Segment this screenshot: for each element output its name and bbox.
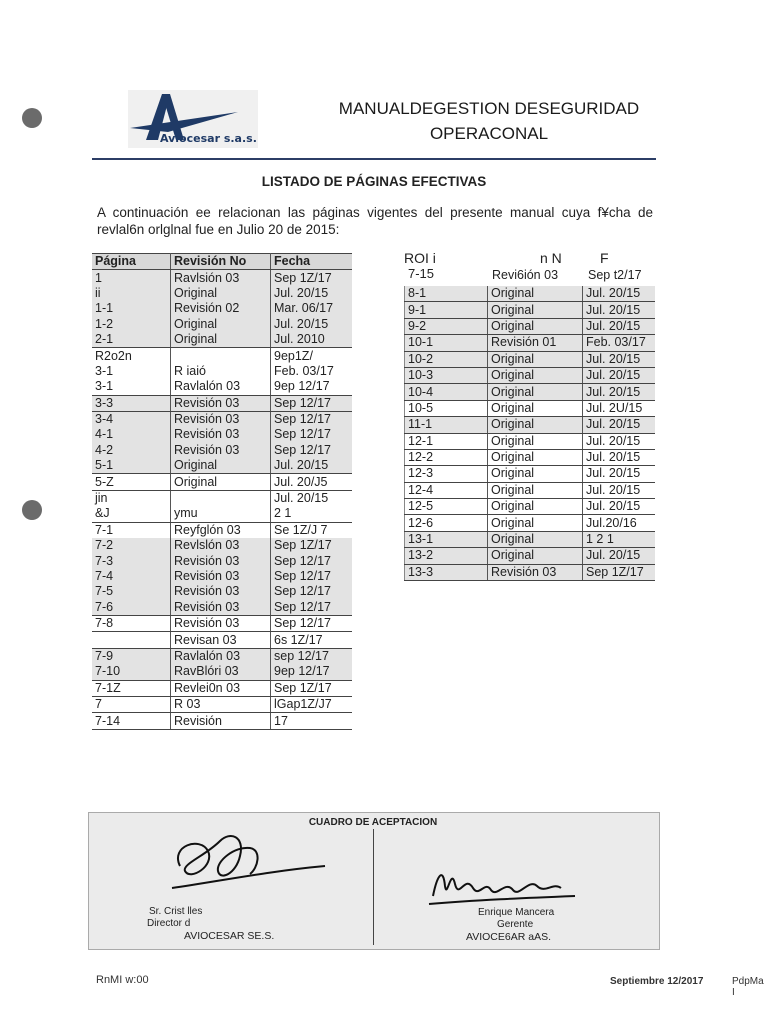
cell-rev: Original [488, 367, 583, 383]
table-row [92, 680, 352, 696]
table-row [92, 301, 352, 316]
cell-date: 2 1 [271, 506, 353, 522]
cell-date: Jul. 20/15 [271, 317, 353, 332]
cell-date: Jul. 20/15 [583, 384, 656, 400]
cell-date: Sep 12/17 [271, 584, 353, 599]
cell-page: 9-2 [405, 318, 488, 334]
table-row [405, 482, 656, 498]
cell-rev: Original [488, 318, 583, 334]
cell-date: Jul. 20/15 [583, 318, 656, 334]
cell-date: Jul. 20/15 [271, 458, 353, 474]
cell-page: 1 [92, 270, 171, 286]
cell-rev: Revisión 03 [171, 584, 271, 599]
table-row [92, 395, 352, 411]
table-row [92, 317, 352, 332]
cell-page: 10-2 [405, 351, 488, 367]
cell-rev [171, 348, 271, 364]
cell-page: 3-3 [92, 395, 171, 411]
table-row [405, 499, 656, 515]
table-row [92, 474, 352, 490]
table-row [92, 490, 352, 506]
cell-rev: Ravlalón 03 [171, 379, 271, 395]
footer-left: RnMI w:00 [96, 974, 149, 986]
cell-date: 9ep 12/17 [271, 379, 353, 395]
cell-page: 7-6 [92, 600, 171, 616]
cell-page: 7-8 [92, 615, 171, 631]
cell-page [92, 632, 171, 648]
right-table-first-date: Sep t2/17 [588, 268, 642, 282]
cell-page: 1-2 [92, 317, 171, 332]
table-row [92, 411, 352, 427]
cell-rev: Original [488, 400, 583, 416]
table-row [405, 433, 656, 449]
cell-date: Sep 12/17 [271, 411, 353, 427]
left-header-cell: Fecha [271, 254, 353, 270]
table-row [92, 569, 352, 584]
cell-date: 6s 1Z/17 [271, 632, 353, 648]
cell-date: Sep 12/17 [271, 600, 353, 616]
cell-page: 4-2 [92, 443, 171, 458]
cell-date: Jul. 20/15 [271, 286, 353, 301]
signature-left-image [160, 826, 330, 906]
cell-rev: Original [488, 466, 583, 482]
cell-page: 12-2 [405, 449, 488, 465]
cell-date: 1 2 1 [583, 531, 656, 547]
cell-date: Se 1Z/J 7 [274, 522, 328, 537]
cell-date: Jul. 20/15 [583, 433, 656, 449]
cell-rev: Original [171, 458, 271, 474]
cell-rev: Revisión 03 [171, 411, 271, 427]
table-row [405, 531, 656, 547]
binder-hole-bottom [22, 500, 42, 520]
cell-rev: Original [488, 351, 583, 367]
left-signer-company: AVIOCESAR SE.S. [184, 930, 275, 942]
cell-date: Sep 12/17 [271, 395, 353, 411]
cell-page: 3-4 [92, 411, 171, 427]
cell-rev: Revisión 03 [171, 443, 271, 458]
cell-page: 13-1 [405, 531, 488, 547]
cell-page: &J [92, 506, 171, 522]
right-table-first-rev: Revi6ión 03 [492, 268, 559, 282]
table-row [92, 443, 352, 458]
cell-date: Jul. 20/15 [583, 548, 656, 564]
table-row [92, 506, 352, 522]
cell-rev: Revisión 03 [171, 615, 271, 631]
cell-rev: Original [488, 531, 583, 547]
cell-date: Jul. 20/15 [583, 482, 656, 498]
cell-page: 7-2 [92, 538, 171, 553]
cell-rev: Revisión [171, 713, 271, 729]
table-row [92, 286, 352, 301]
cell-rev: Revisión 03 [171, 553, 271, 568]
cell-rev [171, 490, 271, 506]
cell-date: Jul. 20/15 [583, 351, 656, 367]
cell-rev: R iaió [171, 364, 271, 379]
cell-page: 11-1 [405, 417, 488, 433]
footer-page: PdpMa I [732, 976, 764, 998]
cell-date: sep 12/17 [271, 648, 353, 664]
cell-date: 17 [271, 713, 353, 729]
cell-page: 7 [92, 696, 171, 712]
table-row [92, 538, 352, 553]
table-row [92, 379, 352, 395]
cell-rev: Original [488, 417, 583, 433]
intro-paragraph: A continuación ee relacionan las páginas vigentes del presente manual cuya f¥cha de revlal6n orlglnal fue en Julio 20 de 2015: [97, 205, 653, 237]
signature-right-image [425, 856, 585, 912]
cell-page: 10-5 [405, 400, 488, 416]
cell-date: Sep 12/17 [271, 569, 353, 584]
cell-page: 4-1 [92, 427, 171, 442]
cell-date: Jul. 2010 [271, 332, 353, 348]
table-row [405, 302, 656, 318]
cell-rev: Original [488, 515, 583, 531]
cell-rev: Revisan 03 [171, 632, 271, 648]
right-table-header-date: F [600, 250, 609, 266]
binder-hole-top [22, 108, 42, 128]
cell-rev: Revisión 03 [488, 564, 583, 580]
cell-page: 3-1 [92, 364, 171, 379]
cell-rev: RavBlóri 03 [171, 664, 271, 680]
cell-page: 7-3 [92, 553, 171, 568]
cell-date: Sep 12/17 [271, 615, 353, 631]
cell-rev: Revlei0n 03 [171, 680, 271, 696]
cell-page: 8-1 [405, 286, 488, 302]
cell-page: 7-5 [92, 584, 171, 599]
cell-rev: Original [488, 384, 583, 400]
cell-page: 7-9 [92, 648, 171, 664]
left-header-row [92, 254, 352, 270]
cell-date: Sep 12/17 [271, 427, 353, 442]
cell-page: 12-6 [405, 515, 488, 531]
cell-page: 12-4 [405, 482, 488, 498]
right-signer-role: Gerente [497, 919, 534, 930]
page-title: LISTADO DE PÁGINAS EFECTIVAS [261, 174, 487, 189]
cell-page: 10-4 [405, 384, 488, 400]
cell-page: 10-3 [405, 367, 488, 383]
table-row [405, 449, 656, 465]
cell-page: 10-1 [405, 335, 488, 351]
cell-date: Jul. 20/15 [583, 466, 656, 482]
table-row [405, 335, 656, 351]
table-row [92, 553, 352, 568]
cell-date: Sep 1Z/17 [271, 538, 353, 553]
cell-page: 13-3 [405, 564, 488, 580]
cell-rev: Revlslón 03 [171, 538, 271, 553]
table-row [92, 664, 352, 680]
table-row [405, 367, 656, 383]
cell-page: 3-1 [92, 379, 171, 395]
cell-rev: Reyfglón 03 [171, 522, 271, 538]
header-divider [92, 158, 656, 160]
cell-date: 9ep 12/17 [271, 664, 353, 680]
cell-rev: Original [488, 286, 583, 302]
table-row [405, 466, 656, 482]
right-signer-name: Enrique Mancera [478, 907, 555, 918]
manual-title-line2: OPERACONAL [429, 124, 549, 143]
cell-page: 7-4 [92, 569, 171, 584]
cell-date: Sep 12/17 [271, 443, 353, 458]
cell-date: Jul. 20/15 [583, 367, 656, 383]
cell-page: 5-Z [92, 474, 171, 490]
cell-date: Jul. 20/15 [583, 417, 656, 433]
cell-rev: Ravlalón 03 [171, 648, 271, 664]
cell-date: Feb. 03/17 [274, 363, 334, 378]
cell-rev: Revisión 03 [171, 395, 271, 411]
table-row [92, 332, 352, 348]
table-row [405, 351, 656, 367]
cell-date: Jul. 20/15 [274, 491, 329, 506]
table-row [92, 584, 352, 599]
cell-page: 9-1 [405, 302, 488, 318]
table-row [92, 427, 352, 442]
cell-page: jin [92, 490, 171, 506]
cell-date: Sep 1Z/17 [583, 564, 656, 580]
cell-rev: Revisión 01 [488, 335, 583, 351]
cell-rev: Original [488, 548, 583, 564]
right-table-header-page: ROI i [404, 250, 436, 266]
cell-rev: Original [488, 482, 583, 498]
cell-page: ii [92, 286, 171, 301]
cell-rev: Original [171, 286, 271, 301]
table-row [405, 564, 656, 580]
table-row [405, 400, 656, 416]
logo-text: Aviocesar s.a.s. [160, 132, 257, 145]
cell-date: Jul. 20/15 [583, 286, 656, 302]
cell-rev: Revisión 02 [171, 301, 271, 316]
table-row [92, 648, 352, 664]
cell-rev: Revisión 03 [171, 427, 271, 442]
cell-date: Jul. 20/15 [583, 449, 656, 465]
right-table-header-rev: n N [540, 250, 562, 266]
cell-rev: ymu [171, 506, 271, 522]
cell-rev: Original [488, 433, 583, 449]
table-row [92, 348, 352, 364]
cell-rev: Revisión 03 [171, 569, 271, 584]
footer-date: Septiembre 12/2017 [610, 976, 704, 987]
table-row [405, 417, 656, 433]
table-row [405, 318, 656, 334]
cell-date: 9ep1Z/ [274, 348, 313, 363]
cell-rev: Original [488, 302, 583, 318]
cell-page: 13-2 [405, 548, 488, 564]
cell-date: Sep 1Z/17 [271, 680, 353, 696]
cell-date: Mar. 06/17 [271, 301, 353, 316]
effective-pages-table-right [404, 286, 655, 581]
cell-date: Feb. 03/17 [583, 335, 656, 351]
table-row [92, 600, 352, 616]
cell-date: Jul. 20/15 [583, 499, 656, 515]
table-row [92, 615, 352, 631]
cell-rev: Ravlsión 03 [171, 270, 271, 286]
table-row [92, 696, 352, 712]
cell-date: Jul. 20/15 [583, 302, 656, 318]
cell-page: 5-1 [92, 458, 171, 474]
table-row [92, 458, 352, 474]
manual-title-line1: MANUALDEGESTION DESEGURIDAD [338, 99, 640, 118]
cell-rev: Original [488, 499, 583, 515]
cell-page: 1-1 [92, 301, 171, 316]
table-row [92, 632, 352, 648]
cell-page: 2-1 [92, 332, 171, 348]
cell-page: 12-3 [405, 466, 488, 482]
table-row [92, 522, 352, 538]
left-header-cell: Página [92, 254, 171, 270]
right-table-first-page: 7-15 [408, 266, 435, 281]
table-row [92, 270, 352, 286]
effective-pages-table-left [92, 253, 352, 730]
left-signer-role: Director d [147, 918, 191, 929]
right-signer-company: AVIOCE6AR aAS. [466, 931, 552, 943]
cell-rev: Original [488, 449, 583, 465]
cell-date: Jul.20/16 [583, 515, 656, 531]
table-row [405, 286, 656, 302]
cell-page: 7-1 [92, 522, 171, 538]
cell-page: 7-1Z [92, 680, 171, 696]
cell-date: Jul. 2U/15 [583, 400, 656, 416]
cell-rev: Original [171, 332, 271, 348]
cell-date: Jul. 20/J5 [271, 474, 353, 490]
cell-page: 12-1 [405, 433, 488, 449]
cell-rev: Original [171, 317, 271, 332]
cell-rev: Original [171, 474, 271, 490]
table-row [92, 713, 352, 729]
cell-page: 12-5 [405, 499, 488, 515]
cell-date: Sep 12/17 [271, 553, 353, 568]
cell-date: Sep 1Z/17 [271, 270, 353, 286]
table-row [92, 364, 352, 379]
table-row [405, 384, 656, 400]
cell-rev: Revisión 03 [171, 600, 271, 616]
acceptance-divider [373, 829, 374, 945]
cell-date: lGap1Z/J7 [271, 696, 353, 712]
table-row [405, 548, 656, 564]
left-signer-name: Sr. Crist lles [149, 906, 203, 917]
cell-page: R2o2n [92, 348, 171, 364]
cell-page: 7-10 [92, 664, 171, 680]
cell-rev: R 03 [171, 696, 271, 712]
left-header-cell: Revisión No [171, 254, 271, 270]
acceptance-title: CUADRO DE ACEPTACION [308, 817, 438, 828]
cell-page: 7-14 [92, 713, 171, 729]
table-row [405, 515, 656, 531]
